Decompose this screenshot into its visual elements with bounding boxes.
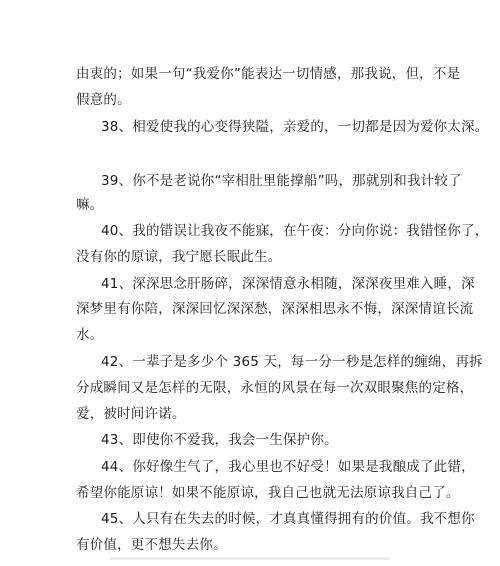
text-line-7: 没有你的原谅，我宁愿长眠此生。 (76, 249, 282, 265)
watermark (110, 552, 410, 566)
text-line-18: 有价值，更不想失去你。 (76, 537, 227, 553)
text-line-17: 45、人只有在失去的时候，才真真懂得拥有的价值。我不想你 (101, 511, 475, 527)
text-line-11: 42、一辈子是多少个 365 天，每一分一秒是怎样的缠绵，再拆 (101, 354, 483, 370)
text-line-3: 38、相爱使我的心变得狭隘，亲爱的，一切都是因为爱你太深。 (101, 119, 489, 135)
text-line-12: 分成瞬间又是怎样的无限，永恒的风景在每一次双眼聚焦的定格， (76, 380, 474, 396)
text-line-13: 爱，被时间许诺。 (76, 406, 186, 422)
text-line-5: 嘛。 (76, 197, 104, 213)
text-line-4: 39、你不是老说你“宰相肚里能撑船”吗，那就别和我计较了 (101, 173, 462, 189)
text-line-15: 44、你好像生气了，我心里也不好受！如果是我酿成了此错， (101, 459, 475, 475)
text-line-14: 43、即使你不爱我，我会一生保护你。 (101, 432, 338, 448)
text-line-6: 40、我的错误让我夜不能寐，在午夜：分向你说：我错怪你了， (101, 223, 489, 239)
text-line-16: 希望你能原谅！如果不能原谅，我自己也就无法原谅我自己了。 (76, 485, 460, 501)
text-line-8: 41、深深思念肝肠碎，深深情意永相随，深深夜里难入睡，深 (101, 276, 475, 292)
text-line-10: 水。 (76, 327, 104, 343)
text-line-2: 假意的。 (76, 92, 131, 108)
watermark-graphic (110, 552, 410, 566)
text-line-1: 由衷的；如果一句“我爱你”能表达一切情感，那我说，但，不是 (76, 66, 461, 82)
text-line-9: 深梦里有你陪，深深回忆深深愁，深深相思永不悔，深深情谊长流 (76, 301, 474, 317)
